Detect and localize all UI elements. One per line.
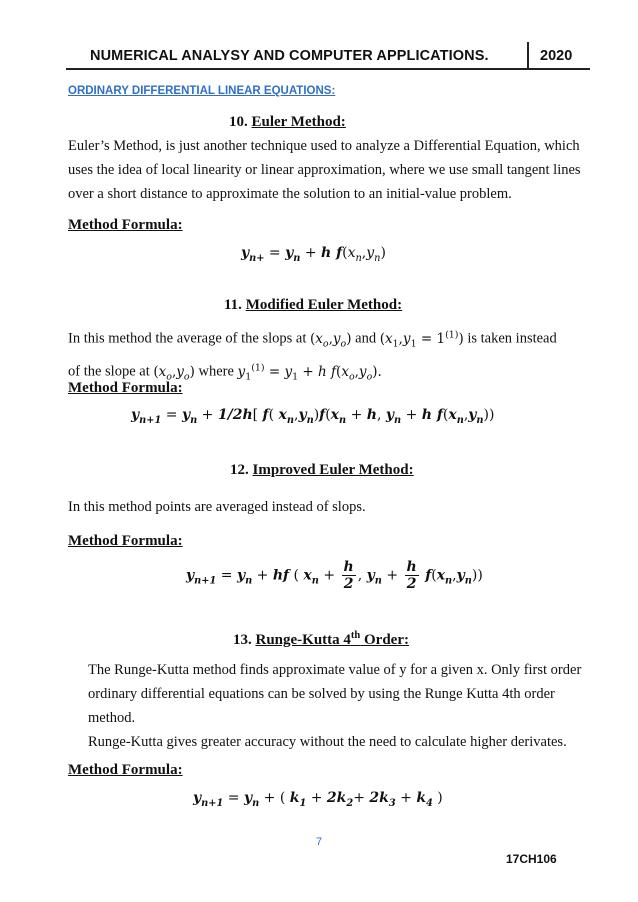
paragraph-line: The Runge-Kutta method finds approximate value of y for a given x. Only first order bbox=[88, 662, 582, 678]
method-formula-label: Method Formula: bbox=[68, 380, 183, 396]
heading-title-suffix: Order: bbox=[360, 632, 409, 648]
paragraph-improved-euler: In this method points are averaged instead of slops. bbox=[68, 499, 366, 515]
heading-modified-euler bbox=[224, 297, 402, 314]
heading-number: 11. bbox=[224, 297, 242, 313]
paragraph-line: over a short distance to approximate the solution to an initial-value problem. bbox=[68, 186, 512, 202]
equation-modified-euler: $y_{n+1} = y_n + 1/2h$[ f( $x_n,y_n)f(x_n + h$, $y_n + h$ $f(x_n,y_n)$) bbox=[131, 407, 495, 426]
method-formula-label: Method Formula: bbox=[68, 762, 183, 778]
fraction: $\frac{h}{2}$ bbox=[406, 559, 417, 592]
math-inline: $(x_1,y_1 = 1^{(1)})$ bbox=[379, 329, 464, 350]
heading-number: 12. bbox=[230, 462, 249, 478]
heading-improved-euler bbox=[230, 462, 414, 479]
paragraph-line: Euler’s Method, is just another technique used to analyze a Differential Equation, which bbox=[68, 138, 580, 154]
paragraph-line bbox=[68, 323, 593, 356]
equation-improved-euler: $y_{n+1} = y_n$ + hf ( $x_n$ + $\frac{h}{2}$ , $y_n$ + $\frac{h}{2}$ $f(x_n,y_n)$) bbox=[186, 559, 483, 592]
heading-runge-kutta bbox=[233, 630, 409, 649]
math-inline: $y_1^{(1)} = y_1 + h$ $f(x_o,y_o)$. bbox=[237, 362, 382, 383]
fraction: $\frac{h}{2}$ bbox=[343, 559, 354, 592]
text-run: In this method the average of the slops at bbox=[68, 330, 307, 347]
header-separator bbox=[527, 42, 529, 68]
paragraph-line: Runge-Kutta gives greater accuracy without the need to calculate higher derivates. bbox=[88, 734, 567, 750]
text-run: is taken instead bbox=[467, 330, 557, 347]
heading-euler bbox=[229, 114, 346, 131]
page-header bbox=[66, 40, 590, 70]
heading-title: Runge-Kutta 4 bbox=[255, 632, 351, 648]
math-inline: $(x_o,y_o)$ bbox=[153, 363, 195, 383]
equation-euler: $y_{n+} = y_n + h$ $f(x_n,y_n)$ bbox=[241, 245, 386, 264]
header-title: NUMERICAL ANALYSY AND COMPUTER APPLICATIONS. bbox=[90, 48, 489, 64]
heading-number: 13. bbox=[233, 632, 252, 648]
paragraph-line: method. bbox=[88, 710, 136, 726]
paragraph-line: uses the idea of local linearity or linear approximation, where we use small tangent lines bbox=[68, 162, 581, 178]
section-title: ORDINARY DIFFERENTIAL LINEAR EQUATIONS: bbox=[68, 85, 336, 97]
heading-title: Modified Euler Method: bbox=[245, 297, 403, 313]
paragraph-runge-kutta bbox=[88, 658, 593, 754]
footer-id: 17CH106 bbox=[506, 852, 557, 866]
math-inline: $(x_o,y_o)$ bbox=[310, 330, 352, 350]
page-number: 7 bbox=[316, 836, 323, 848]
paragraph-line: ordinary differential equations can be solved by using the Runge Kutta 4th order bbox=[88, 686, 555, 702]
heading-number: 10. bbox=[229, 114, 248, 130]
heading-superscript: th bbox=[350, 630, 361, 641]
heading-title: Euler Method: bbox=[251, 114, 346, 130]
text-run: of the slope at bbox=[68, 363, 150, 380]
method-formula-label: Method Formula: bbox=[68, 533, 183, 549]
header-year: 2020 bbox=[540, 48, 573, 64]
text-run: where bbox=[198, 363, 234, 380]
equation-runge-kutta: $y_{n+1} = y_n$ + ( $k_1 + 2k_2+ 2k_3 + k_4$ ) bbox=[193, 790, 443, 809]
heading-title: Improved Euler Method: bbox=[252, 462, 414, 478]
method-formula-label: Method Formula: bbox=[68, 217, 183, 233]
text-run: and bbox=[355, 330, 377, 347]
paragraph-euler bbox=[68, 134, 588, 206]
